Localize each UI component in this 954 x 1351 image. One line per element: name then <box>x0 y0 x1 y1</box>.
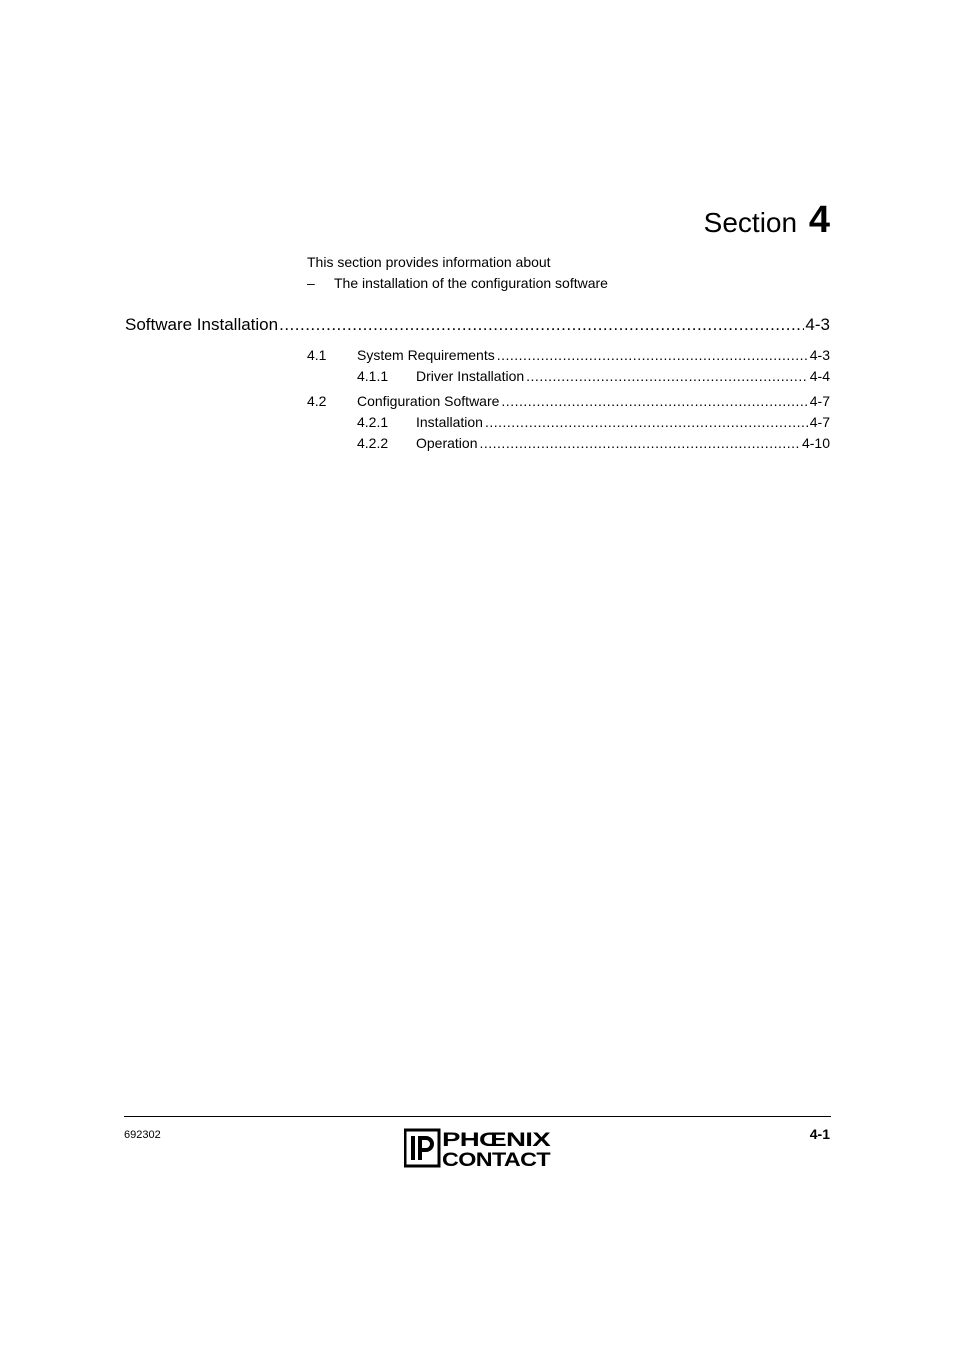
toc-entry-page: 4-10 <box>801 435 830 451</box>
toc-entry-page: 4-3 <box>809 347 830 363</box>
section-heading <box>704 196 830 247</box>
toc-entry-number: 4.2.1 <box>357 414 389 430</box>
toc-leader-dots <box>485 414 808 430</box>
toc-entry-4-2-1[interactable] <box>357 414 830 430</box>
toc-entry-title: Driver Installation <box>416 368 525 384</box>
toc-leader-dots <box>501 393 807 409</box>
toc-leader-dots <box>497 347 808 363</box>
toc-leader-dots <box>279 315 804 335</box>
toc-main-title: Software Installation <box>125 315 279 334</box>
page-number: 4-1 <box>809 1126 830 1142</box>
toc-entry-page: 4-7 <box>809 393 830 409</box>
bullet-dash: – <box>307 275 315 291</box>
phoenix-contact-logo <box>404 1127 552 1169</box>
toc-main-page: 4-3 <box>805 315 830 334</box>
toc-entry-number: 4.1 <box>307 347 327 363</box>
toc-main-entry[interactable] <box>125 315 830 335</box>
toc-entry-title: System Requirements <box>357 347 495 363</box>
toc-entry-4-1-1[interactable] <box>357 368 830 384</box>
section-intro <box>307 252 608 294</box>
toc-entry-number: 4.2.2 <box>357 435 389 451</box>
toc-entry-title: Operation <box>416 435 478 451</box>
toc-leader-dots <box>526 368 808 384</box>
toc-entry-4-2-2[interactable] <box>357 435 830 451</box>
logo-text-phoenix: PHŒNIX <box>442 1130 552 1151</box>
toc-entry-number: 4.2 <box>307 393 327 409</box>
doc-number: 692302 <box>124 1129 161 1141</box>
intro-bullet <box>307 273 608 294</box>
toc-entry-title: Installation <box>416 414 483 430</box>
toc-leader-dots <box>479 435 799 451</box>
logo-text-contact: CONTACT <box>442 1150 552 1169</box>
bullet-text: The installation of the configuration software <box>334 275 608 291</box>
intro-text: This section provides information about <box>307 254 551 270</box>
toc-entry-page: 4-7 <box>809 414 830 430</box>
section-number: 4 <box>808 199 830 241</box>
toc-entry-4-2[interactable] <box>307 393 830 409</box>
section-word: Section <box>703 207 798 238</box>
footer-rule <box>124 1116 831 1117</box>
toc-entry-4-1[interactable] <box>307 347 830 363</box>
toc-entry-title: Configuration Software <box>357 393 500 409</box>
toc-entry-page: 4-4 <box>809 368 830 384</box>
toc-entry-number: 4.1.1 <box>357 368 389 384</box>
